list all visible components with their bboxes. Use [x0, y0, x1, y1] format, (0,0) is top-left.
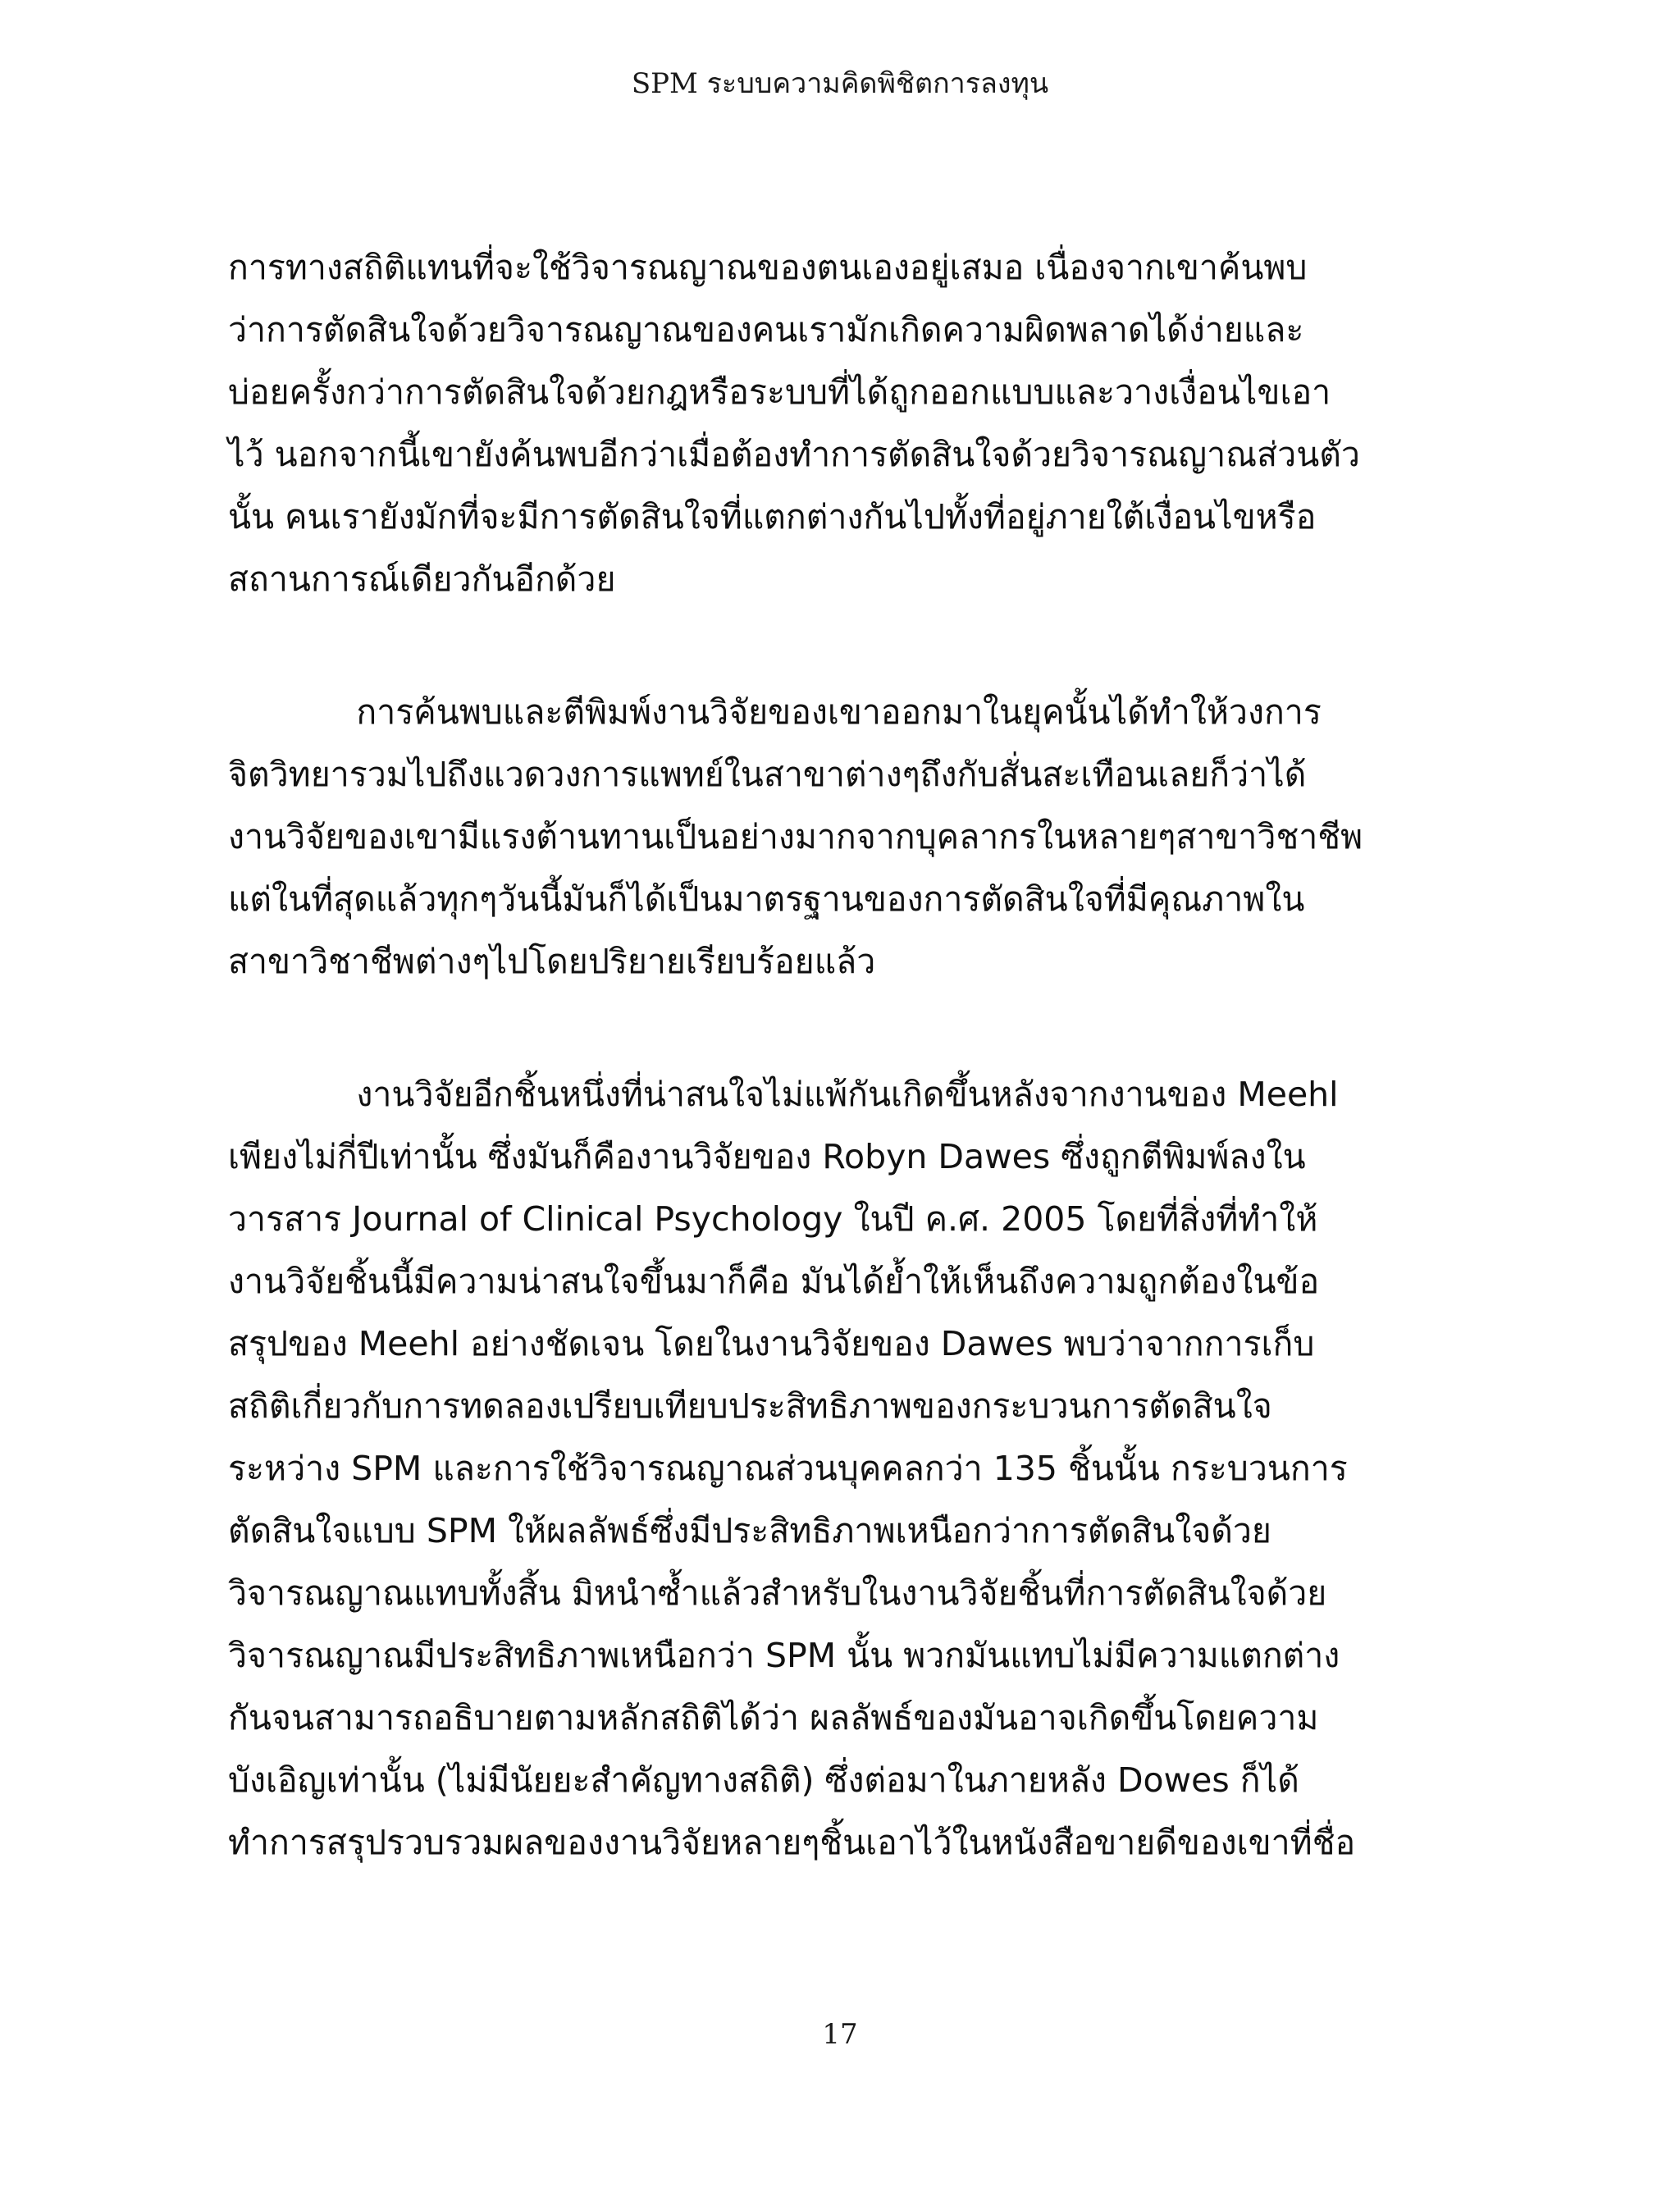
text-line: กันจนสามารถอธิบายตามหลักสถิติได้ว่า ผลลัพธ์ของมันอาจเกิดขึ้นโดยความ	[228, 1698, 1319, 1737]
paragraph	[228, 1063, 1475, 1874]
text-line: บังเอิญเท่านั้น (ไม่มีนัยยะสำคัญทางสถิติ) ซึ่งต่อมาในภายหลัง Dowes ก็ได้	[228, 1760, 1299, 1800]
paragraph	[228, 681, 1475, 993]
text-line: ว่าการตัดสินใจด้วยวิจารณญาณของคนเรามักเกิดความผิดพลาดได้ง่ายและ	[228, 310, 1304, 349]
text-line: งานวิจัยชิ้นนี้มีความน่าสนใจขึ้นมาก็คือ มันได้ย้ำให้เห็นถึงความถูกต้องในข้อ	[228, 1262, 1320, 1301]
text-line: วิจารณญาณมีประสิทธิภาพเหนือกว่า SPM นั้น พวกมันแทบไม่มีความแตกต่าง	[228, 1636, 1340, 1675]
text-line: สถิติเกี่ยวกับการทดลองเปรียบเทียบประสิทธิภาพของกระบวนการตัดสินใจ	[228, 1386, 1272, 1426]
text-line: วิจารณญาณแทบทั้งสิ้น มิหนำซ้ำแล้วสำหรับในงานวิจัยชิ้นที่การตัดสินใจด้วย	[228, 1573, 1327, 1613]
text-line: แต่ในที่สุดแล้วทุกๆวันนี้มันก็ได้เป็นมาตรฐานของการตัดสินใจที่มีคุณภาพใน	[228, 879, 1305, 919]
text-line: ระหว่าง SPM และการใช้วิจารณญาณส่วนบุคคลกว่า 135 ชิ้นนั้น กระบวนการ	[228, 1449, 1348, 1488]
text-line: บ่อยครั้งกว่าการตัดสินใจด้วยกฎหรือระบบที่ได้ถูกออกแบบและวางเงื่อนไขเอา	[228, 372, 1331, 412]
text-line: วารสาร Journal of Clinical Psychology ในปี ค.ศ. 2005 โดยที่สิ่งที่ทำให้	[228, 1199, 1318, 1239]
text-line: ตัดสินใจแบบ SPM ให้ผลลัพธ์ซึ่งมีประสิทธิภาพเหนือกว่าการตัดสินใจด้วย	[228, 1511, 1271, 1550]
text-line: ทำการสรุปรวบรวมผลของงานวิจัยหลายๆชิ้นเอาไว้ในหนังสือขายดีของเขาที่ชื่อ	[228, 1823, 1356, 1862]
text-line: สาขาวิชาชีพต่างๆไปโดยปริยายเรียบร้อยแล้ว	[228, 942, 876, 981]
paragraph	[228, 236, 1475, 610]
running-header: SPM ระบบความคิดพิชิตการลงทุน	[631, 67, 1049, 100]
text-line: นั้น คนเรายังมักที่จะมีการตัดสินใจที่แตกต่างกันไปทั้งที่อยู่ภายใต้เงื่อนไขหรือ	[228, 497, 1317, 536]
text-line: การค้นพบและตีพิมพ์งานวิจัยของเขาออกมาในยุคนั้นได้ทำให้วงการ	[228, 692, 1322, 732]
text-line: งานวิจัยของเขามีแรงต้านทานเป็นอย่างมากจากบุคลากรในหลายๆสาขาวิชาชีพ	[228, 817, 1363, 856]
text-line: งานวิจัยอีกชิ้นหนึ่งที่น่าสนใจไม่แพ้กันเกิดขึ้นหลังจากงานของ Meehl	[228, 1075, 1339, 1114]
text-line: สรุปของ Meehl อย่างชัดเจน โดยในงานวิจัยของ Dawes พบว่าจากการเก็บ	[228, 1324, 1315, 1363]
text-line: สถานการณ์เดียวกันอีกด้วย	[228, 559, 616, 599]
text-line: เพียงไม่กี่ปีเท่านั้น ซึ่งมันก็คืองานวิจัยของ Robyn Dawes ซึ่งถูกตีพิมพ์ลงใน	[228, 1137, 1306, 1176]
text-line: จิตวิทยารวมไปถึงแวดวงการแพทย์ในสาขาต่างๆถึงกับสั่นสะเทือนเลยก็ว่าได้	[228, 755, 1307, 794]
text-line: การทางสถิติแทนที่จะใช้วิจารณญาณของตนเองอยู่เสมอ เนื่องจากเขาค้นพบ	[228, 248, 1308, 287]
body-text	[228, 236, 1475, 1874]
page-number: 17	[822, 2018, 858, 2051]
text-line: ไว้ นอกจากนี้เขายังค้นพบอีกว่าเมื่อต้องทำการตัดสินใจด้วยวิจารณญาณส่วนตัว	[228, 435, 1360, 474]
